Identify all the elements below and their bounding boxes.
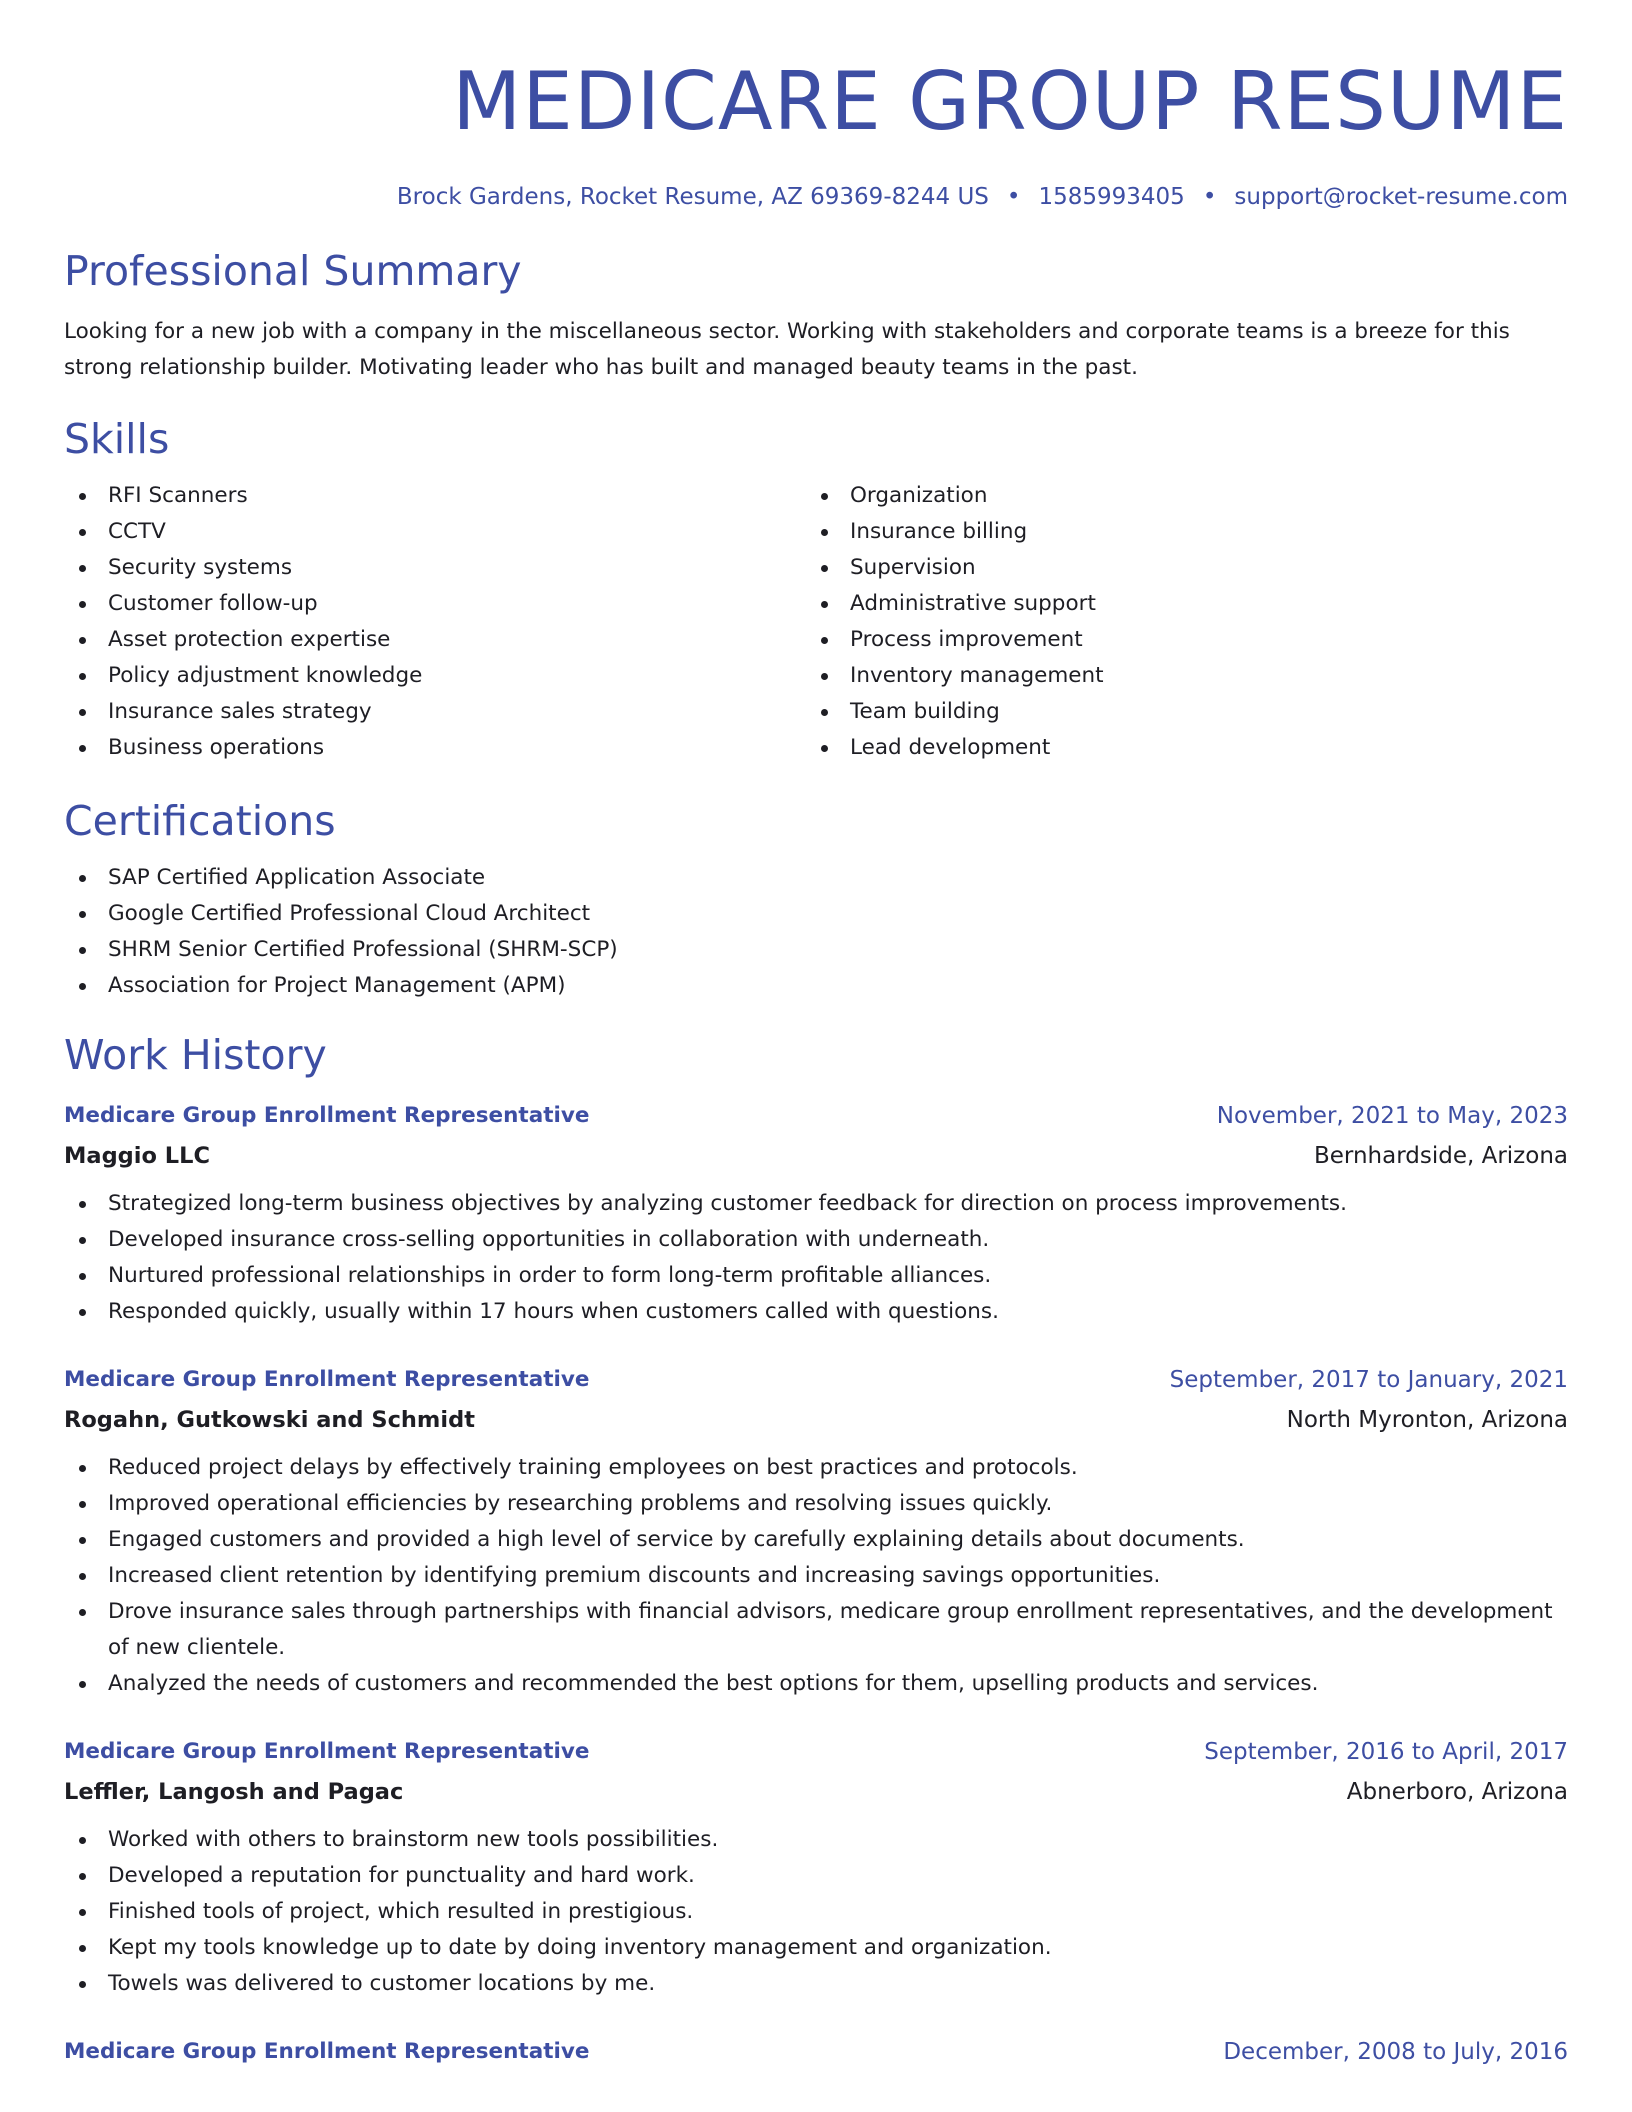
job-dates: September, 2016 to April, 2017 bbox=[1204, 1739, 1568, 1765]
job-bullet: Kept my tools knowledge up to date by doing inventory management and organization. bbox=[64, 1930, 1568, 1966]
job-entry bbox=[64, 1360, 1568, 1702]
summary-heading: Professional Summary bbox=[64, 247, 522, 295]
contact-email: support@rocket-resume.com bbox=[1234, 184, 1568, 210]
list-item: RFI Scanners bbox=[64, 478, 806, 514]
job-entry bbox=[64, 1096, 1568, 1330]
job-header-row bbox=[64, 1096, 1568, 1136]
job-header-row bbox=[64, 1360, 1568, 1400]
job-company-row bbox=[64, 1772, 1568, 1812]
resume-page bbox=[64, 0, 1568, 2072]
certifications-list bbox=[64, 860, 1568, 1004]
certifications-heading: Certifications bbox=[64, 797, 336, 845]
job-bullet: Drove insurance sales through partnerships with financial advisors, medicare group enrollment representatives, and the development of new clientele. bbox=[64, 1594, 1568, 1666]
job-bullet: Engaged customers and provided a high level of service by carefully explaining details about documents. bbox=[64, 1522, 1568, 1558]
skills-heading: Skills bbox=[64, 415, 170, 463]
list-item: Organization bbox=[806, 478, 1548, 514]
list-item: Lead development bbox=[806, 730, 1548, 766]
list-item: Google Certified Professional Cloud Architect bbox=[64, 896, 1568, 932]
job-dates: December, 2008 to July, 2016 bbox=[1223, 2039, 1568, 2065]
list-item: Team building bbox=[806, 694, 1548, 730]
skills-columns bbox=[64, 478, 1568, 766]
job-company: Leffler, Langosh and Pagac bbox=[64, 1779, 404, 1805]
list-item: Administrative support bbox=[806, 586, 1548, 622]
list-item: SAP Certified Application Associate bbox=[64, 860, 1568, 896]
job-header-row bbox=[64, 1732, 1568, 1772]
job-company: Rogahn, Gutkowski and Schmidt bbox=[64, 1407, 475, 1433]
skills-right-list bbox=[806, 478, 1548, 766]
job-bullet: Developed a reputation for punctuality and hard work. bbox=[64, 1858, 1568, 1894]
skills-left-list bbox=[64, 478, 806, 766]
list-item: Security systems bbox=[64, 550, 806, 586]
work-history-section bbox=[64, 1030, 1568, 2072]
list-item: Inventory management bbox=[806, 658, 1548, 694]
job-dates: November, 2021 to May, 2023 bbox=[1216, 1103, 1568, 1129]
job-bullet: Finished tools of project, which resulted in prestigious. bbox=[64, 1894, 1568, 1930]
job-bullets bbox=[64, 1450, 1568, 1702]
list-item: Policy adjustment knowledge bbox=[64, 658, 806, 694]
skills-section bbox=[64, 414, 1568, 766]
list-item: Insurance sales strategy bbox=[64, 694, 806, 730]
contact-phone: 1585993405 bbox=[1038, 184, 1185, 210]
job-dates: September, 2017 to January, 2021 bbox=[1169, 1367, 1568, 1393]
job-title: Medicare Group Enrollment Representative bbox=[64, 2039, 590, 2064]
work-history-jobs bbox=[64, 1096, 1568, 2072]
job-bullet: Worked with others to brainstorm new tools possibilities. bbox=[64, 1822, 1568, 1858]
job-title: Medicare Group Enrollment Representative bbox=[64, 1103, 590, 1128]
job-header-row bbox=[64, 2032, 1568, 2072]
job-bullet: Reduced project delays by effectively training employees on best practices and protocols. bbox=[64, 1450, 1568, 1486]
job-bullet: Improved operational efficiencies by researching problems and resolving issues quickly. bbox=[64, 1486, 1568, 1522]
job-company-row bbox=[64, 1136, 1568, 1176]
job-location: Abnerboro, Arizona bbox=[1346, 1779, 1568, 1805]
job-bullet: Analyzed the needs of customers and recommended the best options for them, upselling products and services. bbox=[64, 1666, 1568, 1702]
job-entry bbox=[64, 2032, 1568, 2072]
job-bullet: Strategized long-term business objectives by analyzing customer feedback for direction on process improvements. bbox=[64, 1186, 1568, 1222]
resume-title: MEDICARE GROUP RESUME bbox=[452, 55, 1568, 148]
job-bullet: Increased client retention by identifying premium discounts and increasing savings opportunities. bbox=[64, 1558, 1568, 1594]
job-entry bbox=[64, 1732, 1568, 2002]
list-item: Association for Project Management (APM) bbox=[64, 968, 1568, 1004]
list-item: Customer follow-up bbox=[64, 586, 806, 622]
list-item: CCTV bbox=[64, 514, 806, 550]
job-title: Medicare Group Enrollment Representative bbox=[64, 1367, 590, 1392]
job-bullet: Nurtured professional relationships in order to form long-term profitable alliances. bbox=[64, 1258, 1568, 1294]
job-bullet: Responded quickly, usually within 17 hours when customers called with questions. bbox=[64, 1294, 1568, 1330]
list-item: Business operations bbox=[64, 730, 806, 766]
list-item: Process improvement bbox=[806, 622, 1548, 658]
work-history-heading: Work History bbox=[64, 1031, 327, 1079]
job-company: Maggio LLC bbox=[64, 1143, 210, 1169]
contact-separator: • bbox=[1006, 184, 1021, 210]
job-location: North Myronton, Arizona bbox=[1286, 1407, 1568, 1433]
list-item: Insurance billing bbox=[806, 514, 1548, 550]
certifications-section bbox=[64, 796, 1568, 1004]
summary-section bbox=[64, 246, 1568, 386]
job-bullets bbox=[64, 1822, 1568, 2002]
job-bullet: Developed insurance cross-selling opportunities in collaboration with underneath. bbox=[64, 1222, 1568, 1258]
job-bullets bbox=[64, 1186, 1568, 1330]
list-item: SHRM Senior Certified Professional (SHRM-SCP) bbox=[64, 932, 1568, 968]
job-location: Bernhardside, Arizona bbox=[1313, 1143, 1568, 1169]
job-company-row bbox=[64, 1400, 1568, 1440]
list-item: Asset protection expertise bbox=[64, 622, 806, 658]
job-bullet: Towels was delivered to customer locations by me. bbox=[64, 1966, 1568, 2002]
job-title: Medicare Group Enrollment Representative bbox=[64, 1739, 590, 1764]
list-item: Supervision bbox=[806, 550, 1548, 586]
contact-separator: • bbox=[1202, 184, 1217, 210]
contact-line bbox=[64, 182, 1568, 212]
summary-text: Looking for a new job with a company in the miscellaneous sector. Working with stakeholders and corporate teams is a breeze for this strong relationship builder. Motivating leader who has built and managed beauty teams in the past. bbox=[64, 319, 1510, 380]
contact-address: Brock Gardens, Rocket Resume, AZ 69369-8244 US bbox=[396, 184, 989, 210]
